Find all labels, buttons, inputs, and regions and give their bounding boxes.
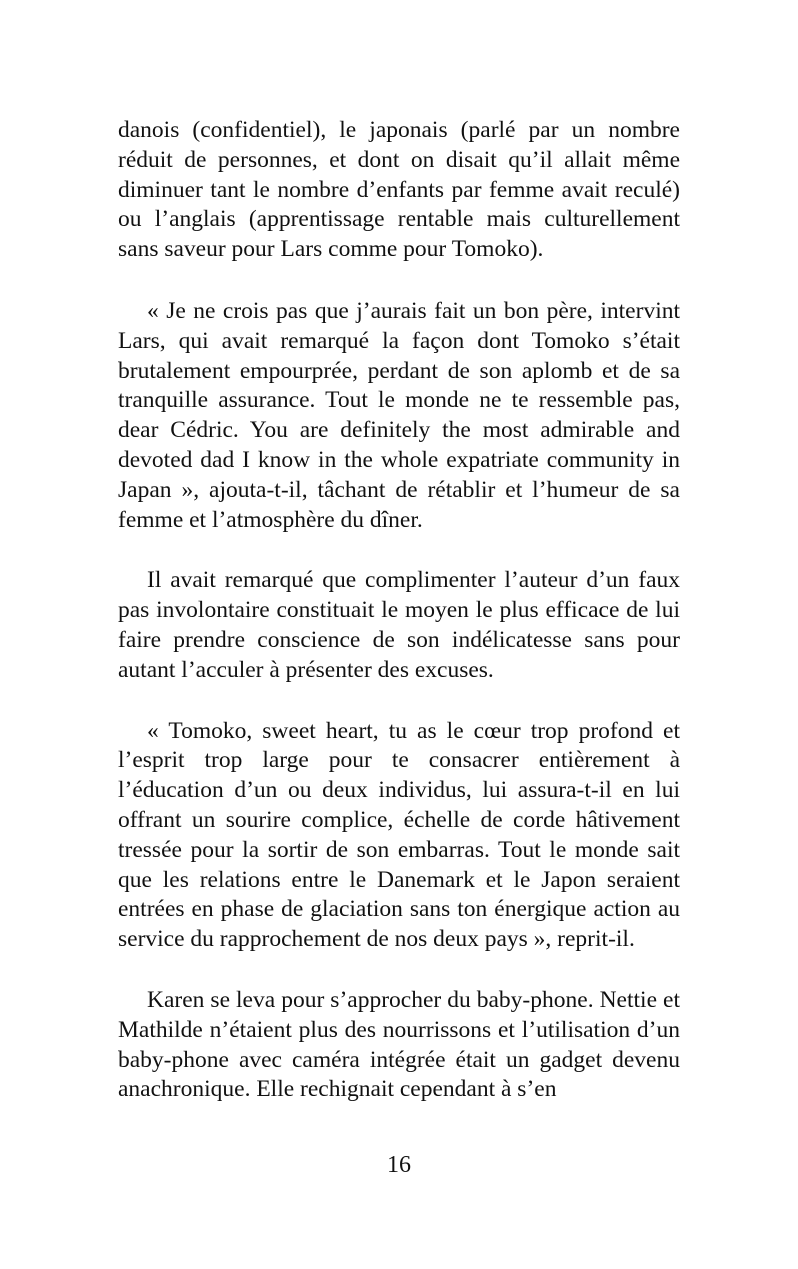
page-number: 16	[387, 1152, 411, 1178]
paragraph-3: Il avait remarqué que complimenter l’auteur d’un faux pas involontaire constituait le moyen le plus efficace de lui faire prendre conscience de son indélicatesse sans pour autant l’acculer à présenter des excuses.	[118, 567, 680, 683]
paragraph-5: Karen se leva pour s’approcher du baby-phone. Nettie et Mathilde n’étaient plus des nourrissons et l’utilisation d’un baby-phone avec caméra intégrée était un gadget devenu anachronique. Elle rechignait cependant à s’en	[118, 986, 680, 1103]
paragraph-2: « Je ne crois pas que j’aurais fait un bon père, intervint Lars, qui avait remarqué la façon dont Tomoko s’était brutalement empourprée, perdant de son aplomb et de sa tranquille assurance. Tout le monde ne te ressemble pas, dear Cédric. You are definitely the most admirable and devoted dad I know in the whole expatriate community in Japan », ajouta-t-il, tâchant de rétablir et l’humeur de sa femme et l’atmosphère du dîner.	[118, 297, 680, 533]
page-body	[118, 116, 680, 1105]
paragraph-4: « Tomoko, sweet heart, tu as le cœur trop profond et l’esprit trop large pour te consacrer entièrement à l’éducation d’un ou deux individus, lui assura-t-il en lui offrant un sourire complice, échelle de corde hâtivement tressée pour la sortir de son embarras. Tout le monde sait que les relations entre le Danemark et le Japon seraient entrées en phase de glaciation sans ton énergique action au service du rapprochement de nos deux pays », reprit-il.	[118, 717, 680, 953]
paragraph-1: danois (confidentiel), le japonais (parlé par un nombre réduit de personnes, et dont on disait qu’il allait même diminuer tant le nombre d’enfants par femme avait reculé) ou l’anglais (apprentissage rentable mais culturellement sans saveur pour Lars comme pour Tomoko).	[118, 117, 680, 263]
